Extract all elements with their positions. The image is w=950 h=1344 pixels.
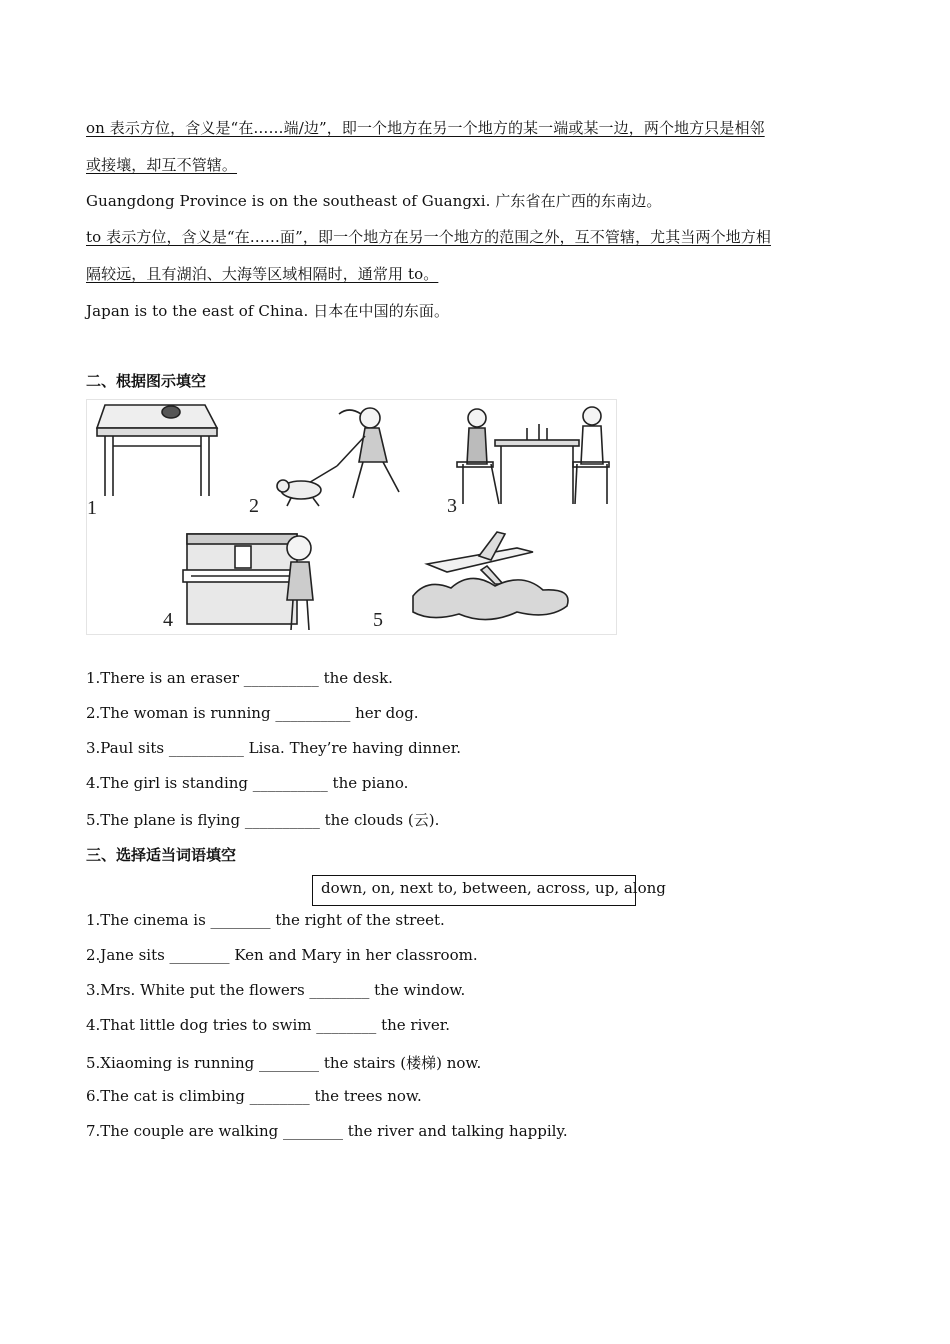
figure-label-5: 5 <box>373 609 383 631</box>
s3-question-1: 1.The cinema is ________ the right of the street. <box>86 911 445 929</box>
s3-question-2: 2.Jane sits ________ Ken and Mary in her classroom. <box>86 946 478 964</box>
word-bank-box: down, on, next to, between, across, up, along <box>312 875 636 906</box>
s2-question-4: 4.The girl is standing __________ the piano. <box>86 774 409 792</box>
illustration-panel <box>86 399 617 635</box>
s2-question-5: 5.The plane is flying __________ the clouds (云). <box>86 811 440 829</box>
s2-question-2: 2.The woman is running __________ her dog. <box>86 704 419 722</box>
s3-question-7: 7.The couple are walking ________ the river and talking happily. <box>86 1122 568 1140</box>
s3-question-4: 4.That little dog tries to swim ________ the river. <box>86 1016 451 1034</box>
on-rule-line2: 或接壤，却互不管辖。 <box>86 156 238 174</box>
figure-label-4: 4 <box>163 609 173 631</box>
on-example: Guangdong Province is on the southeast of Guangxi. 广东省在广西的东南边。 <box>86 192 662 210</box>
girl-with-dog-illustration <box>277 408 399 506</box>
s2-question-3: 3.Paul sits __________ Lisa. They’re having dinner. <box>86 739 461 757</box>
to-example: Japan is to the east of China. 日本在中国的东面。 <box>86 302 450 320</box>
s2-question-1: 1.There is an eraser __________ the desk. <box>86 669 393 687</box>
piano-illustration <box>183 534 313 630</box>
dinner-couple-illustration <box>457 407 609 504</box>
desk-illustration <box>97 405 217 496</box>
to-rule-line1: to 表示方位，含义是“在……面”，即一个地方在另一个地方的范围之外，互不管辖，尤其当两个地方相 <box>86 228 771 246</box>
section2-title: 二、根据图示填空 <box>86 372 207 390</box>
section3-title: 三、选择适当词语填空 <box>86 846 237 864</box>
figure-label-1: 1 <box>87 497 97 519</box>
figure-label-2: 2 <box>249 495 259 517</box>
s3-question-5: 5.Xiaoming is running ________ the stairs (楼梯) now. <box>86 1054 482 1072</box>
s3-question-6: 6.The cat is climbing ________ the trees now. <box>86 1087 422 1105</box>
on-rule-line1: on 表示方位，含义是“在……端/边”，即一个地方在另一个地方的某一端或某一边，两个地方只是相邻 <box>86 119 765 137</box>
illustration-svg <box>87 400 618 636</box>
figure-label-3: 3 <box>447 495 457 517</box>
to-rule-line2: 隔较远，且有湖泊、大海等区域相隔时，通常用 to。 <box>86 265 439 283</box>
s3-question-3: 3.Mrs. White put the flowers ________ the window. <box>86 981 466 999</box>
plane-illustration <box>413 532 568 620</box>
